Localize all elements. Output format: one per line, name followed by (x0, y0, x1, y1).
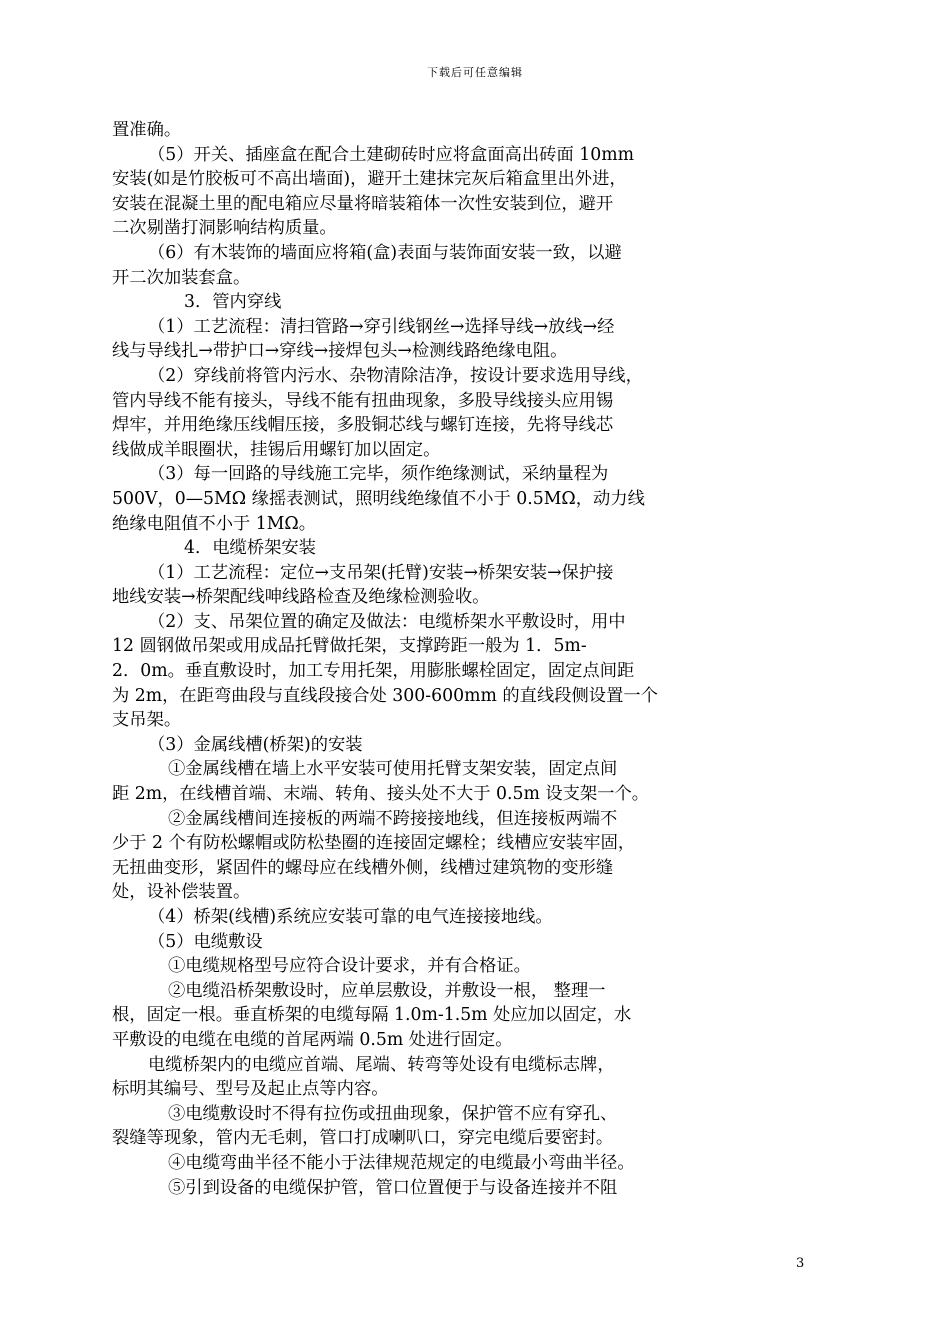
text-line: 2．0m。垂直敷设时，加工专用托架，用膨胀螺栓固定，固定点间距 (112, 661, 635, 682)
text-line: 电缆桥架内的电缆应首端、尾端、转弯等处设有电缆标志牌， (148, 1054, 615, 1075)
text-line: 处，设补偿装置。 (112, 882, 251, 903)
text-line: 根，固定一根。垂直桥架的电缆每隔 1.0m-1.5m 处应加以固定，水 (112, 1005, 632, 1026)
text-line: （3）金属线槽(桥架)的安装 (148, 734, 363, 755)
text-line: 3．管内穿线 (184, 292, 282, 313)
text-line: 为 2m，在距弯曲段与直线段接合处 300-600mm 的直线段侧设置一个 (112, 685, 658, 706)
text-line: （4）桥架(线槽)系统应安装可靠的电气连接接地线。 (148, 907, 553, 927)
text-line: 置准确。 (112, 120, 182, 140)
text-line: 二次剔凿打洞影响结构质量。 (112, 218, 337, 239)
text-line: 安装(如是竹胶板可不高出墙面)，避开土建抹完灰后箱盒里出外进， (112, 169, 627, 190)
text-line: 管内导线不能有接头，导线不能有扭曲现象，多股导线接头应用锡 (112, 390, 614, 411)
text-line: 线与导线扎→带护口→穿线→接焊包头→检测线路绝缘电阻。 (112, 341, 568, 362)
text-line: 安装在混凝土里的配电箱应尽量将暗装箱体一次性安装到位，避开 (112, 193, 614, 214)
text-line: 开二次加装套盒。 (112, 267, 251, 288)
text-line: 12 圆钢做吊架或用成品托臂做托架，支撑跨距一般为 1．5m- (112, 636, 587, 657)
text-line: （6）有木装饰的墙面应将箱(盒)表面与装饰面安装一致，以避 (148, 242, 622, 263)
text-line: ④电缆弯曲半径不能小于法律规范规定的电缆最小弯曲半径。 (168, 1152, 635, 1173)
text-line: （3）每一回路的导线施工完毕，须作绝缘测试，采纳量程为 (148, 464, 609, 485)
text-line: ③电缆敷设时不得有拉伤或扭曲现象，保护管不应有穿孔、 (168, 1103, 618, 1124)
text-line: 少于 2 个有防松螺帽或防松垫圈的连接固定螺栓；线槽应安装牢固， (112, 833, 636, 854)
text-line: ①金属线槽在墙上水平安装可使用托臂支架安装，固定点间 (168, 759, 618, 780)
text-line: ②电缆沿桥架敷设时，应单层敷设，并敷设一根， 整理一 (168, 980, 606, 1001)
text-line: （2）支、吊架位置的确定及做法：电缆桥架水平敷设时，用中 (148, 611, 626, 632)
page-number: 3 (796, 1256, 805, 1271)
text-line: （1）工艺流程：定位→支吊架(托臂)安装→桥架安装→保护接 (148, 562, 614, 583)
text-line: ②金属线槽间连接板的两端不跨接接地线，但连接板两端不 (168, 808, 618, 829)
text-line: ①电缆规格型号应符合设计要求，并有合格证。 (168, 956, 531, 977)
page-header: 下载后可任意编辑 (427, 66, 523, 79)
text-line: 500V，0—5MΩ 缘摇表测试，照明线绝缘值不小于 0.5MΩ，动力线 (112, 488, 645, 509)
text-line: 支吊架。 (112, 710, 182, 731)
document-body (112, 118, 822, 1200)
text-line: （1）工艺流程：清扫管路→穿引线钢丝→选择导线→放线→经 (148, 316, 615, 337)
text-line: （2）穿线前将管内污水、杂物清除洁净，按设计要求选用导线， (148, 365, 643, 386)
text-line: 平敷设的电缆在电缆的首尾两端 0.5m 处进行固定。 (112, 1029, 513, 1050)
text-line: 距 2m，在线槽首端、末端、转角、接头处不大于 0.5m 设支架一个。 (112, 784, 650, 805)
text-line: 4．电缆桥架安装 (184, 538, 316, 559)
text-line: （5）开关、插座盒在配合土建砌砖时应将盒面高出砖面 10mm (148, 144, 635, 165)
text-line: ⑤引到设备的电缆保护管，管口位置便于与设备连接并不阻 (168, 1177, 618, 1198)
text-line: （5）电缆敷设 (148, 931, 263, 952)
text-line: 绝缘电阻值不小于 1MΩ。 (112, 513, 317, 534)
text-line: 无扭曲变形，紧固件的螺母应在线槽外侧，线槽过建筑物的变形缝 (112, 857, 614, 878)
text-line: 线做成羊眼圈状，挂锡后用螺钉加以固定。 (112, 439, 441, 460)
text-line: 地线安装→桥架配线呻线路检查及绝缘检测验收。 (112, 587, 490, 608)
text-line: 标明其编号、型号及起止点等内容。 (112, 1079, 389, 1100)
text-line: 焊牢，并用绝缘压线帽压接，多股铜芯线与螺钉连接，先将导线芯 (112, 415, 614, 436)
text-line: 裂缝等现象，管内无毛刺，管口打成喇叭口，穿完电缆后要密封。 (112, 1128, 614, 1149)
